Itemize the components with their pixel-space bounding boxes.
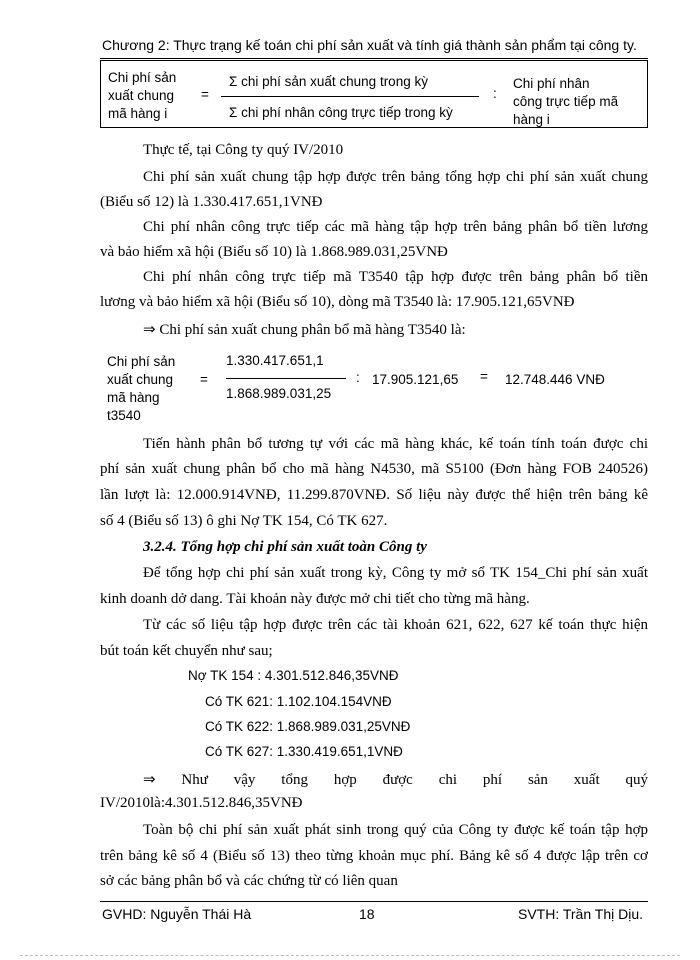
formula-t3540: [100, 345, 648, 425]
formula1-rhs: Chi phí nhân công trực tiếp mã hàng i: [513, 76, 619, 127]
entry-debit: Nợ TK 154 : 4.301.512.846,35VNĐ: [188, 668, 399, 683]
paragraph-other-codes-line3: lần lượt là: 12.000.914VNĐ, 11.299.870VNĐ. Số liệu này được thể hiện trên bảng kê: [100, 487, 648, 503]
formula2-denominator: 1.868.989.031,25: [226, 386, 332, 401]
formula2-fraction-bar: [226, 378, 346, 379]
paragraph-labor-line1: Chi phí nhân công trực tiếp các mã hàng tập hợp trên bảng phân bổ tiền lương: [143, 219, 648, 235]
formula2-times: :: [356, 370, 360, 385]
header-rule: [100, 58, 648, 59]
footer-student: SVTH: Trần Thị Dịu.: [518, 906, 644, 922]
formula1-lhs: Chi phí sản xuất chung mã hàng i: [108, 70, 177, 121]
section-heading: 3.2.4. Tổng hợp chi phí sản xuất toàn Công ty: [143, 539, 427, 555]
paragraph-actual: Thực tế, tại Công ty quý IV/2010: [143, 142, 344, 158]
footer-rule: [100, 901, 648, 902]
paragraph-transfer-line2: bút toán kết chuyển như sau;: [100, 643, 273, 659]
paragraph-other-codes-line1: Tiến hành phân bổ tương tự với các mã hàng khác, kế toán tính toán được chi: [143, 436, 648, 452]
paragraph-general-cost-line2: (Biểu số 12) là 1.330.417.651,1VNĐ: [100, 194, 323, 210]
formula1-equals: =: [201, 87, 209, 102]
paragraph-general-cost-line1: Chi phí sản xuất chung tập hợp được trên bảng tổng hợp chi phí sản xuất chung: [143, 169, 648, 185]
formula2-equals: =: [200, 372, 208, 387]
formula2-numerator: 1.330.417.651,1: [226, 353, 324, 368]
formula2-factor: 17.905.121,65: [372, 372, 459, 387]
paragraph-ledger-line1: Để tổng hợp chi phí sản xuất trong kỳ, Công ty mở sổ TK 154_Chi phí sản xuất: [143, 565, 648, 581]
formula1-fraction-bar: [221, 96, 479, 97]
page-number: 18: [359, 906, 375, 922]
page-break-divider: [20, 955, 680, 956]
paragraph-total-line1: ⇒ Như vậy tổng hợp được chi phí sản xuất quý: [143, 772, 648, 788]
entry-credit-622: Có TK 622: 1.868.989.031,25VNĐ: [205, 719, 411, 734]
page-header: Chương 2: Thực trạng kế toán chi phí sản xuất và tính giá thành sản phẩm tại công ty.: [102, 37, 637, 53]
paragraph-conclusion-intro: ⇒ Chi phí sản xuất chung phân bổ mã hàng T3540 là:: [143, 322, 466, 338]
formula2-equals-2: =: [480, 369, 488, 384]
formula1-denominator: Σ chi phí nhân công trực tiếp trong kỳ: [229, 105, 453, 120]
formula1-numerator: Σ chi phí sản xuất chung trong kỳ: [229, 74, 428, 89]
paragraph-other-codes-line4: số 4 (Biểu số 13) ô ghi Nợ TK 154, Có TK 627.: [100, 513, 388, 529]
formula2-lhs: Chi phí sản xuất chung mã hàng t3540: [107, 354, 176, 423]
paragraph-ledger-line2: kinh doanh dở dang. Tài khoản này được mở chi tiết cho từng mã hàng.: [100, 591, 530, 607]
paragraph-t3540-line2: lương và bảo hiểm xã hội (Biểu số 10), dòng mã T3540 là: 17.905.121,65VNĐ: [100, 294, 575, 310]
formula-allocation-general: [100, 60, 648, 128]
paragraph-total-line2: IV/2010là:4.301.512.846,35VNĐ: [100, 795, 303, 811]
footer-advisor: GVHD: Nguyễn Thái Hà: [102, 906, 252, 922]
entry-credit-621: Có TK 621: 1.102.104.154VNĐ: [205, 694, 392, 709]
paragraph-labor-line2: và bảo hiểm xã hội (Biểu số 10) là 1.868.989.031,25VNĐ: [100, 244, 448, 260]
paragraph-summary-line3: sở các bảng phân bổ và các chứng từ có liên quan: [100, 873, 398, 889]
paragraph-other-codes-line2: phí sản xuất chung phân bổ cho mã hàng N4530, mã S5100 (Đơn hàng FOB 240526): [100, 461, 648, 477]
paragraph-summary-line1: Toàn bộ chi phí sản xuất phát sinh trong quý của Công ty được kế toán tập hợp: [143, 822, 648, 838]
formula1-times: :: [493, 86, 497, 101]
paragraph-transfer-line1: Từ các số liệu tập hợp được trên các tài khoản 621, 622, 627 kế toán thực hiện: [143, 617, 648, 633]
paragraph-summary-line2: trên bảng kê số 4 (Biểu số 13) theo từng khoản mục phí. Bảng kê số 4 được lập trên cơ: [100, 848, 648, 864]
entry-credit-627: Có TK 627: 1.330.419.651,1VNĐ: [205, 744, 403, 759]
paragraph-t3540-line1: Chi phí nhân công trực tiếp mã T3540 tập hợp được trên bảng phân bổ tiền: [143, 269, 648, 285]
formula2-result: 12.748.446 VNĐ: [505, 372, 605, 387]
